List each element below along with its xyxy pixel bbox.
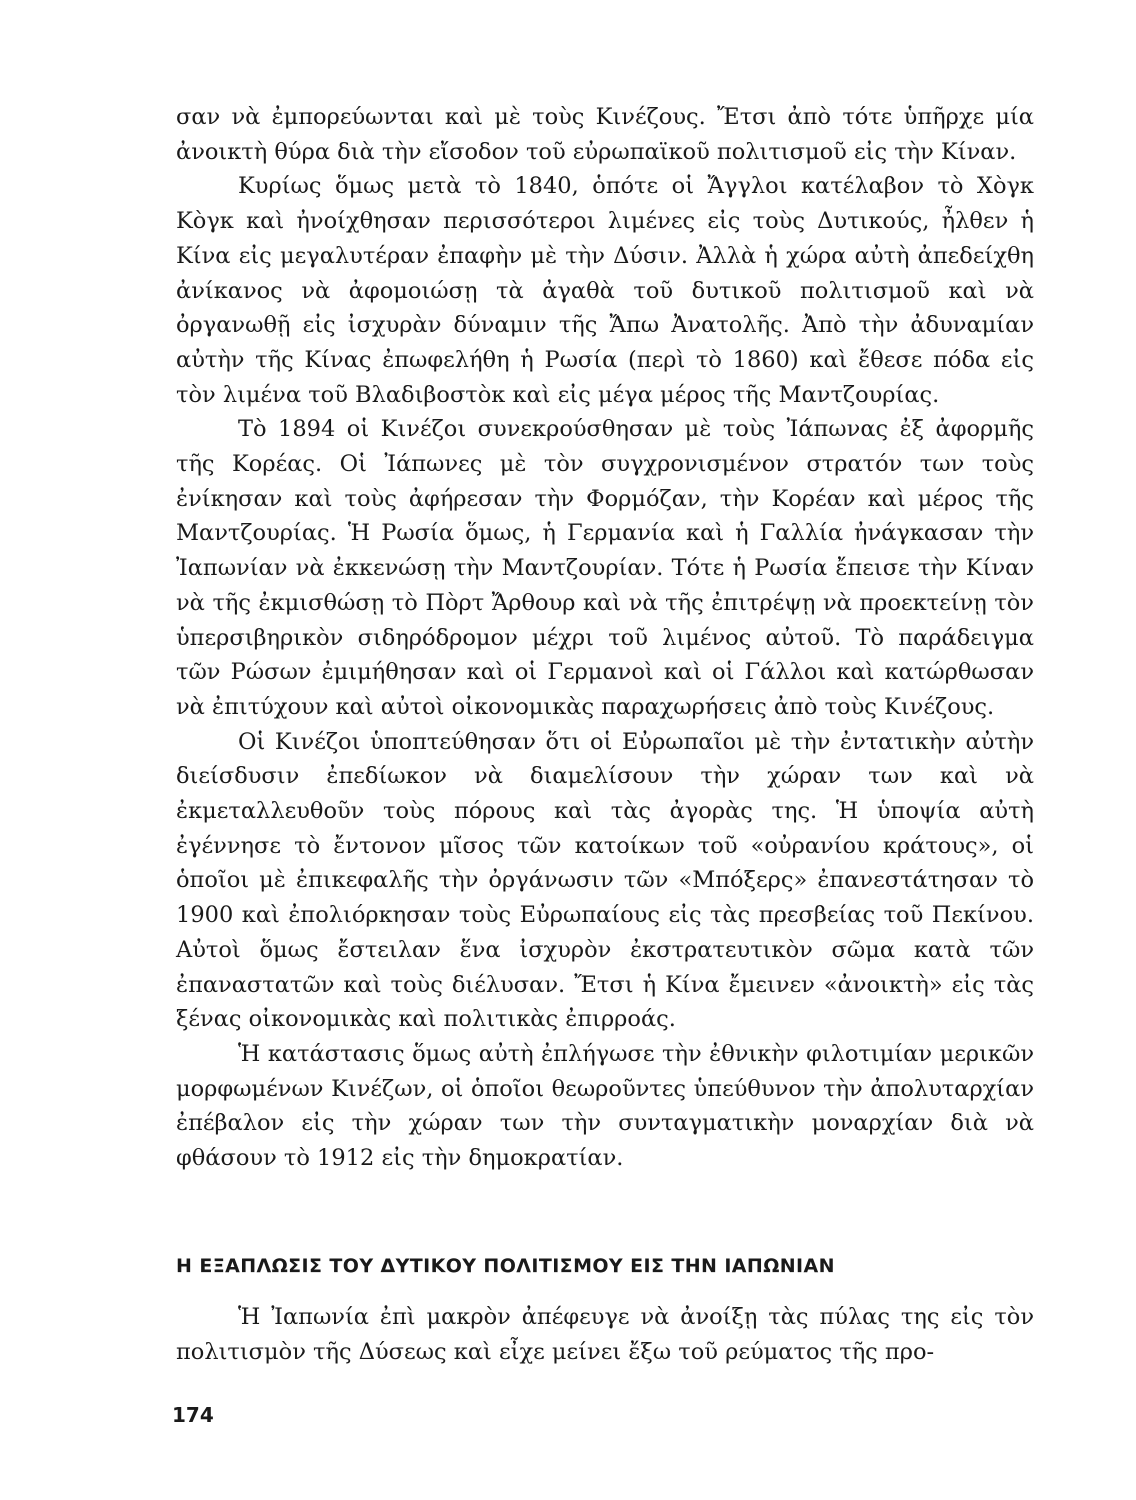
paragraph-boxers: Οἱ Κινέζοι ὑποπτεύθησαν ὅτι οἱ Εὐρωπαῖοι μὲ τὴν ἐντατικὴν αὐτὴν διείσδυσιν ἐπεδίωκον νὰ διαμελίσουν τὴν χώραν των καὶ νὰ ἐκμεταλλευθοῦν τοὺς πόρους καὶ τὰς ἀγορὰς της. Ἡ ὑποψία αὐτὴ ἐγέννησε τὸ ἔντονον μῖσος τῶν κατοίκων τοῦ «οὐρανίου κράτους», οἱ ὁποῖοι μὲ ἐπικεφαλῆς τὴν ὀργάνωσιν τῶν «Μπόξερς» ἐπανεστάτησαν τὸ 1900 καὶ ἐπολιόρκησαν τοὺς Εὐρωπαίους εἰς τὰς πρεσβείας τοῦ Πεκίνου. Αὐτοὶ ὅμως ἔστειλαν ἕνα ἰσχυρὸν ἐκστρατευτικὸν σῶμα κατὰ τῶν ἐπαναστατῶν καὶ τοὺς διέλυσαν. Ἔτσι ἡ Κίνα ἔμεινεν «ἀνοικτὴ» εἰς τὰς ξένας οἰκονομικὰς καὶ πολιτικὰς ἐπιρροάς.: [176, 728, 1034, 1033]
paragraph-1894: Τὸ 1894 οἱ Κινέζοι συνεκρούσθησαν μὲ τοὺς Ἰάπωνας ἐξ ἀφορμῆς τῆς Κορέας. Οἱ Ἰάπωνες μὲ τὸν συγχρονισμένον στρατόν των τοὺς ἐνίκησαν καὶ τοὺς ἀφήρεσαν τὴν Φορμόζαν, τὴν Κορέαν καὶ μέρος τῆς Μαντζουρίας. Ἡ Ρωσία ὅμως, ἡ Γερμανία καὶ ἡ Γαλλία ἠνάγκασαν τὴν Ἰαπωνίαν νὰ ἐκκενώσῃ τὴν Μαντζουρίαν. Τότε ἡ Ρωσία ἔπεισε τὴν Κίναν νὰ τῆς ἐκμισθώσῃ τὸ Πὸρτ Ἄρθουρ καὶ νὰ τῆς ἐπιτρέψῃ νὰ προεκτείνῃ τὸν ὑπερσιβηρικὸν σιδηρόδρομον μέχρι τοῦ λιμένος αὐτοῦ. Τὸ παράδειγμα τῶν Ρώσων ἐμιμήθησαν καὶ οἱ Γερμανοὶ καὶ οἱ Γάλλοι καὶ κατώρθωσαν νὰ ἐπιτύχουν καὶ αὐτοὶ οἰκονομικὰς παραχωρήσεις ἀπὸ τοὺς Κινέζους.: [176, 416, 1034, 720]
paragraph-1912: Ἡ κατάστασις ὅμως αὐτὴ ἐπλήγωσε τὴν ἐθνικὴν φιλοτιμίαν μερικῶν μορφωμένων Κινέζων, οἱ ὁποῖοι θεωροῦντες ὑπεύθυνον τὴν ἀπολυταρχίαν ἐπέβαλον εἰς τὴν χώραν των τὴν συνταγματικὴν μοναρχίαν διὰ νὰ φθάσουν τὸ 1912 εἰς τὴν δημοκρατίαν.: [176, 1040, 1034, 1172]
paragraph-japan: Ἡ Ἰαπωνία ἐπὶ μακρὸν ἀπέφευγε νὰ ἀνοίξῃ τὰς πύλας της εἰς τὸν πολιτισμὸν τῆς Δύσεως καὶ εἶχε μείνει ἔξω τοῦ ρεύματος τῆς προ-: [176, 1304, 1034, 1365]
section-text: [176, 1300, 1034, 1369]
body-text: [176, 100, 1034, 1176]
paragraph-continuation: σαν νὰ ἐμπορεύωνται καὶ μὲ τοὺς Κινέζους. Ἔτσι ἀπὸ τότε ὑπῆρχε μία ἀνοικτὴ θύρα διὰ τὴν εἴσοδον τοῦ εὐρωπαϊκοῦ πολιτισμοῦ εἰς τὴν Κίναν.: [176, 104, 1034, 165]
paragraph-1840: Κυρίως ὅμως μετὰ τὸ 1840, ὁπότε οἱ Ἄγγλοι κατέλαβον τὸ Χὸγκ Κὸγκ καὶ ἠνοίχθησαν περισσότεροι λιμένες εἰς τοὺς Δυτικούς, ἦλθεν ἡ Κίνα εἰς μεγαλυτέραν ἐπαφὴν μὲ τὴν Δύσιν. Ἀλλὰ ἡ χώρα αὐτὴ ἀπεδείχθη ἀνίκανος νὰ ἀφομοιώσῃ τὰ ἀγαθὰ τοῦ δυτικοῦ πολιτισμοῦ καὶ νὰ ὀργανωθῇ εἰς ἰσχυρὰν δύναμιν τῆς Ἄπω Ἀνατολῆς. Ἀπὸ τὴν ἀδυναμίαν αὐτὴν τῆς Κίνας ἐπωφελήθη ἡ Ρωσία (περὶ τὸ 1860) καὶ ἔθεσε πόδα εἰς τὸν λιμένα τοῦ Βλαδιβοστὸκ καὶ εἰς μέγα μέρος τῆς Μαντζουρίας.: [176, 173, 1034, 408]
page-number: 174: [172, 1403, 214, 1427]
section-heading: Η ΕΞΑΠΛΩΣΙΣ ΤΟΥ ΔΥΤΙΚΟΥ ΠΟΛΙΤΙΣΜΟΥ ΕΙΣ ΤΗΝ ΙΑΠΩΝΙΑΝ: [176, 1255, 835, 1277]
